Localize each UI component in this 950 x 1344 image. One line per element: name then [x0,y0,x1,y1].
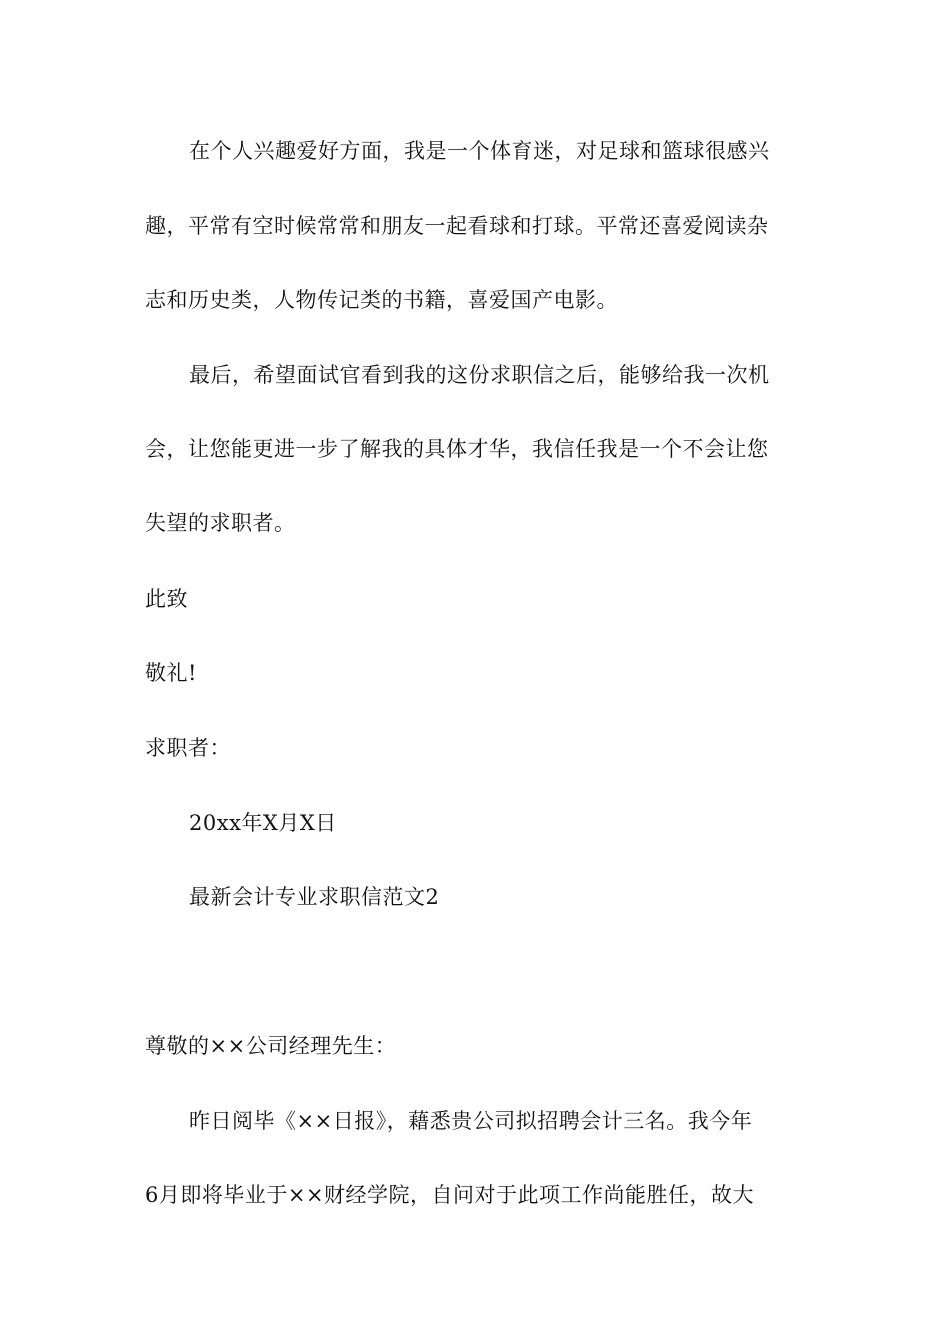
salutation-jing-li: 敬礼! [145,661,197,685]
closing-line-2: 会，让您能更进一步了解我的具体才华，我信任我是一个不会让您 [145,437,769,461]
salutation-ci-zhi: 此致 [145,587,188,611]
intro-line-2: 6月即将毕业于××财经学院，自问对于此项工作尚能胜任，故大 [145,1183,755,1207]
intro-line-1: 昨日阅毕《××日报》，藉悉贵公司拟招聘会计三名。我今年 [189,1109,753,1133]
signature-label: 求职者： [145,736,231,760]
letter-greeting: 尊敬的××公司经理先生： [145,1034,397,1058]
hobbies-line-1: 在个人兴趣爱好方面，我是一个体育迷，对足球和篮球很感兴 [189,139,770,163]
letter-date: 20xx年X月X日 [189,811,337,835]
hobbies-line-3: 志和历史类，人物传记类的书籍，喜爱国产电影。 [145,288,618,312]
hobbies-line-2: 趣，平常有空时候常常和朋友一起看球和打球。平常还喜爱阅读杂 [145,214,769,238]
closing-line-1: 最后，希望面试官看到我的这份求职信之后，能够给我一次机 [189,363,770,387]
next-letter-title: 最新会计专业求职信范文2 [189,885,440,909]
closing-line-3: 失望的求职者。 [145,511,296,535]
